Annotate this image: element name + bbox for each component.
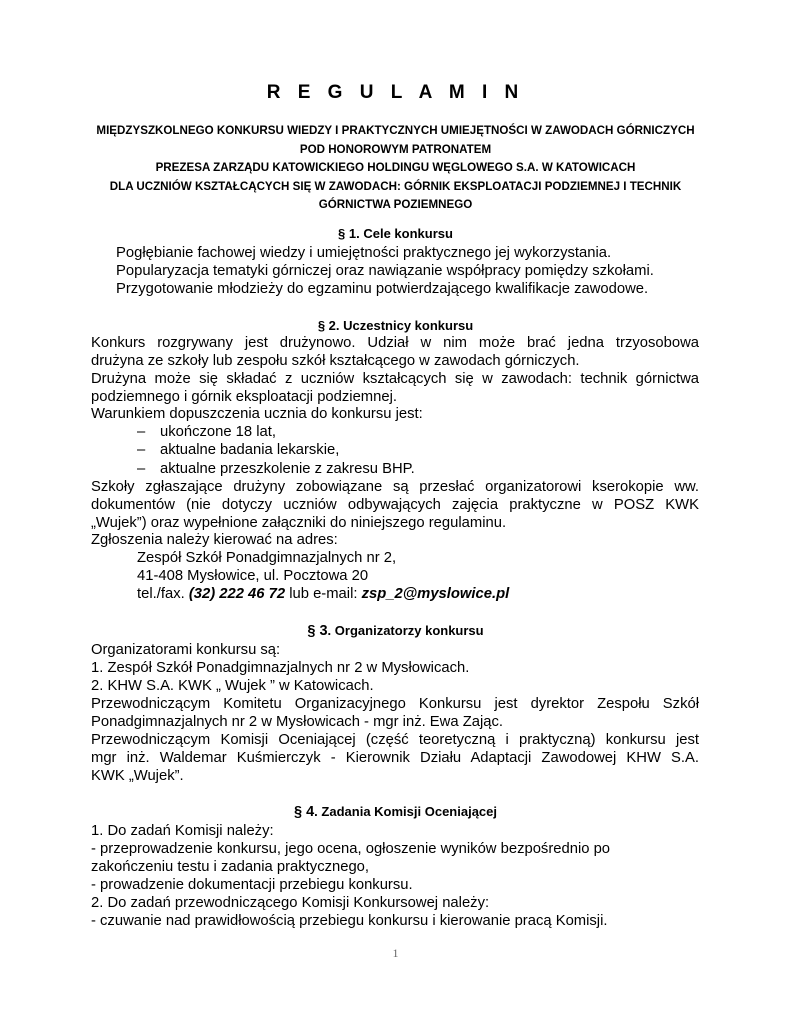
section3-line: Przewodniczącym Komitetu Organizacyjnego Konkursu jest dyrektor Zespołu Szkół xyxy=(91,696,699,712)
subheading-line: PREZESA ZARZĄDU KATOWICKIEGO HOLDINGU WĘGLOWEGO S.A. W KATOWICACH xyxy=(155,161,636,174)
section1-line: Przygotowanie młodzieży do egzaminu potwierdzającego kwalifikacje zawodowe. xyxy=(116,281,649,297)
section4-line: zakończeniu testu i zadania praktycznego, xyxy=(91,859,370,875)
section3-line: 2. KHW S.A. KWK „ Wujek ” w Katowicach. xyxy=(91,678,374,694)
bullet-item: aktualne przeszkolenie z zakresu BHP. xyxy=(160,461,415,477)
bullet-dash: – xyxy=(137,461,146,477)
section2-heading: § 2. Uczestnicy konkursu xyxy=(317,318,474,333)
section4-line: 1. Do zadań Komisji należy: xyxy=(91,823,274,839)
section2-paragraph-line: „Wujek”) oraz wypełnione załączniki do niniejszego regulaminu. xyxy=(91,515,507,531)
section3-line: Ponadgimnazjalnych nr 2 w Mysłowicach - mgr inż. Ewa Zając. xyxy=(91,714,504,730)
section3-line: KWK „Wujek”. xyxy=(91,768,184,784)
contact-prefix: tel./fax. xyxy=(137,586,185,602)
email-address[interactable]: zsp_2@myslowice.pl xyxy=(361,586,510,602)
section4-separator: . xyxy=(314,804,318,819)
section3-line: 1. Zespół Szkół Ponadgimnazjalnych nr 2 w Mysłowicach. xyxy=(91,660,470,676)
bullet-dash: – xyxy=(137,424,146,440)
subheading-line: GÓRNICTWA POZIEMNEGO xyxy=(318,198,473,211)
section2-paragraph-line: Zgłoszenia należy kierować na adres: xyxy=(91,532,338,548)
section4-title: Zadania Komisji Oceniającej xyxy=(321,804,497,819)
bullet-dash: – xyxy=(137,442,146,458)
section4-number: § 4 xyxy=(294,804,315,820)
section3-heading xyxy=(0,623,791,639)
section3-line: Przewodniczącym Komisji Oceniającej (część teoretyczną i praktyczną) konkursu jest xyxy=(91,732,699,748)
contact-line xyxy=(137,585,509,603)
subheading-line: POD HONOROWYM PATRONATEM xyxy=(299,142,492,156)
section3-separator: . xyxy=(327,623,332,638)
section4-line: - czuwanie nad prawidłowością przebiegu konkursu i kierowanie pracą Komisji. xyxy=(91,913,608,929)
contact-middle: lub e-mail: xyxy=(289,586,358,602)
bullet-item: ukończone 18 lat, xyxy=(160,424,276,440)
address-line: 41-408 Mysłowice, ul. Pocztowa 20 xyxy=(137,568,369,584)
section1-line: Popularyzacja tematyki górniczej oraz nawiązanie współpracy pomiędzy szkołami. xyxy=(116,263,654,279)
section2-paragraph-line: Szkoły zgłaszające drużyny zobowiązane są przesłać organizatorowi kserokopie ww. xyxy=(91,479,699,495)
subheading-line: MIĘDZYSZKOLNEGO KONKURSU WIEDZY I PRAKTYCZNYCH UMIEJĘTNOŚCI W ZAWODACH GÓRNICZYCH xyxy=(96,124,695,137)
section4-line: 2. Do zadań przewodniczącego Komisji Konkursowej należy: xyxy=(91,895,490,911)
address-line: Zespół Szkół Ponadgimnazjalnych nr 2, xyxy=(137,550,397,566)
section2-paragraph-line: Warunkiem dopuszczenia ucznia do konkursu jest: xyxy=(91,406,423,422)
page-number: 1 xyxy=(392,946,399,960)
section4-heading xyxy=(0,804,791,820)
document-subheading xyxy=(60,122,731,215)
section3-title: Organizatorzy konkursu xyxy=(334,623,484,638)
section4-line: - przeprowadzenie konkursu, jego ocena, ogłoszenie wyników bezpośrednio po xyxy=(91,841,611,857)
document-title: R E G U L A M I N xyxy=(266,82,525,103)
phone-number: (32) 222 46 72 xyxy=(188,586,286,602)
section1-line: Pogłębianie fachowej wiedzy i umiejętności praktycznego jej wykorzystania. xyxy=(116,245,612,261)
section2-paragraph-line: podziemnego i górnik eksploatacji podziemnej. xyxy=(91,389,397,405)
section2-paragraph-line: drużyna ze szkoły lub zespołu szkół kształcącego w zawodach górniczych. xyxy=(91,353,580,369)
section2-paragraph-line: dokumentów (nie dotyczy uczniów odbywających zajęcia praktyczne w POSZ KWK xyxy=(91,497,699,513)
bullet-item: aktualne badania lekarskie, xyxy=(160,442,340,458)
section3-line: Organizatorami konkursu są: xyxy=(91,642,281,658)
section4-line: - prowadzenie dokumentacji przebiegu konkursu. xyxy=(91,877,413,893)
section2-paragraph-line: Drużyna może się składać z uczniów kształcących się w zawodach: technik górnictwa xyxy=(91,371,699,387)
section2-paragraph-line: Konkurs rozgrywany jest drużynowo. Udział w nim może brać jedna trzyosobowa xyxy=(91,335,699,351)
section3-number: § 3 xyxy=(307,623,328,639)
subheading-line: DLA UCZNIÓW KSZTAŁCĄCYCH SIĘ W ZAWODACH: GÓRNIK EKSPLOATACJI PODZIEMNEJ I TECHNIK xyxy=(109,179,682,193)
section3-line: mgr inż. Waldemar Kuśmierczyk - Kierownik Działu Adaptacji Zawodowej KHW S.A. xyxy=(91,750,699,766)
section1-heading: § 1. Cele konkursu xyxy=(338,226,453,241)
